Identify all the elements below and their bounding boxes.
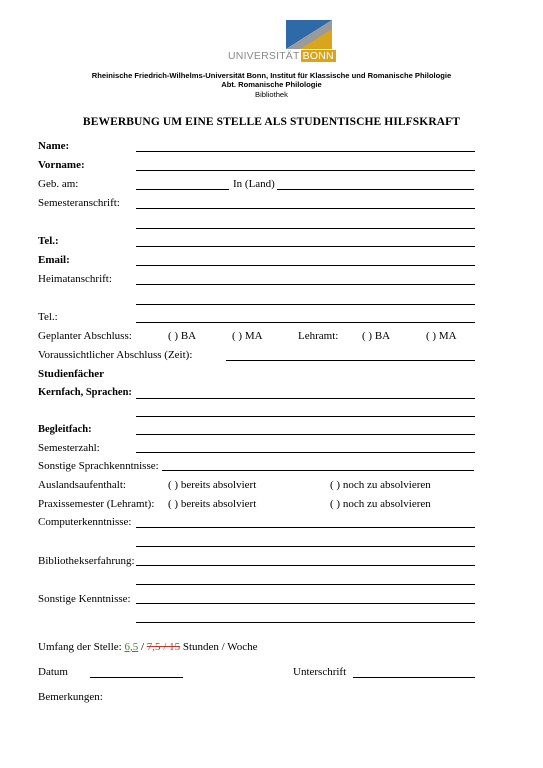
name-label: Name: — [38, 140, 70, 152]
umfang-label: Umfang der Stelle: — [38, 641, 125, 653]
praxissemester-label: Praxissemester (Lehramt): — [38, 498, 155, 510]
praxis-noch-option[interactable]: ( ) noch zu absolvieren — [330, 498, 431, 510]
begleitfach-label: Begleitfach: — [38, 424, 92, 435]
logo-text-bonn: BONN — [302, 50, 334, 62]
semesterzahl-field[interactable] — [136, 452, 475, 453]
form-title: BEWERBUNG UM EINE STELLE ALS STUDENTISCHE HILFSKRAFT — [82, 116, 461, 128]
lehramt-ma-option[interactable]: ( ) MA — [426, 330, 457, 342]
logo-wordmark — [228, 49, 336, 63]
sprachkenntnisse-label: Sonstige Sprachkenntnisse: — [38, 460, 159, 472]
logo-text-universitaet: UNIVERSITÄT — [228, 50, 300, 62]
begleitfach-field[interactable] — [136, 434, 475, 435]
voraussichtlicher-abschluss-label: Voraussichtlicher Abschluss (Zeit): — [38, 349, 193, 361]
ausland-noch-option[interactable]: ( ) noch zu absolvieren — [330, 479, 431, 491]
sonstige-kenntnisse-label: Sonstige Kenntnisse: — [38, 593, 131, 605]
unterschrift-field[interactable] — [353, 677, 475, 678]
heimatanschrift-label: Heimatanschrift: — [38, 273, 112, 285]
sonstige-kenntnisse-field-1[interactable] — [136, 603, 475, 604]
sonstige-kenntnisse-field-2[interactable] — [136, 622, 475, 623]
sprachkenntnisse-field[interactable] — [162, 470, 474, 471]
vorname-field[interactable] — [136, 170, 475, 171]
computerkenntnisse-field-1[interactable] — [136, 527, 475, 528]
bibliothekserfahrung-label: Bibliothekserfahrung: — [38, 555, 135, 567]
ausland-bereits-option[interactable]: ( ) bereits absolviert — [168, 479, 257, 491]
semesterzahl-label: Semesterzahl: — [38, 442, 100, 454]
email-label: Email: — [38, 254, 70, 266]
voraussichtlicher-abschluss-field[interactable] — [226, 360, 475, 361]
institution-line-3: Bibliothek — [255, 90, 288, 99]
tel-field[interactable] — [136, 246, 475, 247]
institution-line-1: Rheinische Friedrich-Wilhelms-Universität Bonn, Institut für Klassische und Romanische Philologie — [91, 71, 452, 80]
praxis-bereits-option[interactable]: ( ) bereits absolviert — [168, 498, 257, 510]
unterschrift-label: Unterschrift — [293, 666, 347, 678]
kernfach-field-1[interactable] — [136, 398, 475, 399]
in-land-field[interactable] — [277, 189, 474, 190]
abschluss-ma-option[interactable]: ( ) MA — [232, 330, 263, 342]
lehramt-ba-option[interactable]: ( ) BA — [362, 330, 391, 342]
datum-label: Datum — [38, 666, 68, 678]
lehramt-label: Lehramt: — [298, 330, 339, 342]
heimatanschrift-field-2[interactable] — [136, 304, 475, 305]
bibliothekserfahrung-field-2[interactable] — [136, 584, 475, 585]
abschluss-ba-option[interactable]: ( ) BA — [168, 330, 197, 342]
computerkenntnisse-label: Computerkenntnisse: — [38, 516, 132, 528]
datum-field[interactable] — [90, 677, 183, 678]
auslandsaufenthalt-label: Auslandsaufenthalt: — [38, 479, 126, 491]
geb-am-label: Geb. am: — [38, 178, 79, 190]
heimatanschrift-field-1[interactable] — [136, 284, 475, 285]
studienfaecher-heading: Studienfächer — [38, 368, 104, 380]
tel-heimat-label: Tel.: — [38, 311, 58, 323]
tel-heimat-field[interactable] — [136, 322, 475, 323]
umfang-der-stelle — [38, 641, 258, 653]
umfang-value-selected: 6,5 — [124, 641, 139, 653]
umfang-separator: / — [138, 641, 147, 653]
name-field[interactable] — [136, 151, 475, 152]
abschluss-label: Geplanter Abschluss: — [38, 330, 132, 342]
semesteranschrift-field-2[interactable] — [136, 228, 475, 229]
computerkenntnisse-field-2[interactable] — [136, 546, 475, 547]
semesteranschrift-field-1[interactable] — [136, 208, 475, 209]
institution-line-2: Abt. Romanische Philologie — [221, 80, 322, 89]
bemerkungen-label: Bemerkungen: — [38, 691, 103, 703]
semesteranschrift-label: Semesteranschrift: — [38, 197, 120, 209]
kernfach-label: Kernfach, Sprachen: — [38, 387, 132, 398]
geb-am-field[interactable] — [136, 189, 229, 190]
bibliothekserfahrung-field-1[interactable] — [136, 565, 475, 566]
logo-graphic-icon — [286, 20, 332, 49]
in-land-label: In (Land) — [233, 178, 275, 190]
umfang-unit: Stunden / Woche — [180, 641, 258, 653]
email-field[interactable] — [136, 265, 475, 266]
kernfach-field-2[interactable] — [136, 416, 475, 417]
tel-label: Tel.: — [38, 235, 59, 247]
university-logo — [228, 20, 332, 64]
vorname-label: Vorname: — [38, 159, 85, 171]
umfang-value-struck: 7,5 / 15 — [146, 641, 181, 653]
